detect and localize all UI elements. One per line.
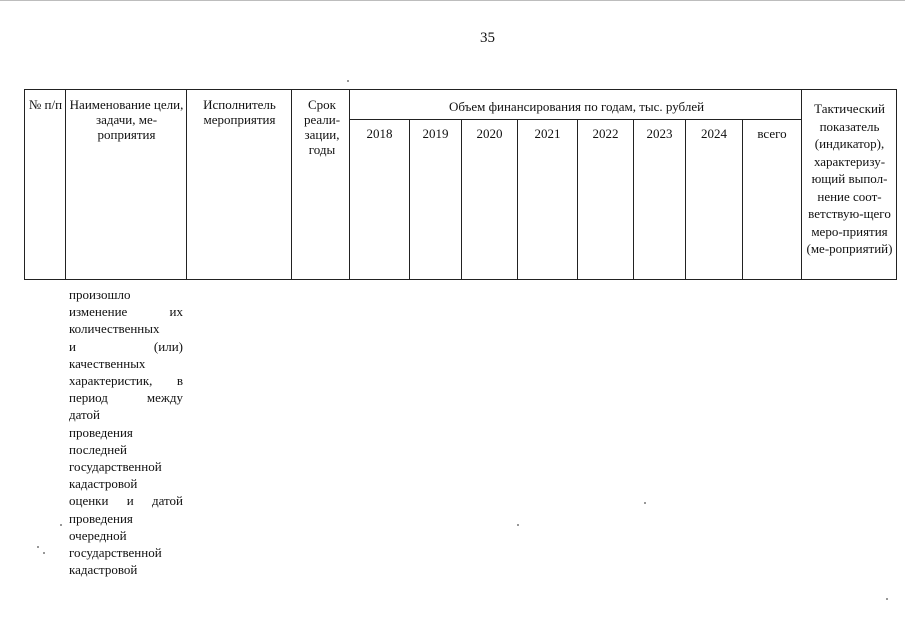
table-top-border — [24, 89, 897, 90]
scan-speck — [43, 552, 45, 554]
text-line: проведения — [69, 510, 133, 526]
continued-task-text — [69, 286, 183, 578]
column-border — [742, 119, 743, 280]
column-border — [24, 89, 25, 280]
scan-speck — [347, 80, 349, 82]
text-line: проведения — [69, 424, 133, 440]
column-border — [349, 89, 350, 280]
header-year-2019: 2019 — [422, 126, 449, 141]
financing-subheader-border — [350, 119, 801, 120]
text-line: последней — [69, 441, 127, 457]
scan-speck — [60, 524, 62, 526]
column-border — [517, 119, 518, 280]
header-year-2022: 2022 — [592, 126, 619, 141]
text-line: кадастровой — [69, 562, 138, 578]
header-financing: Объем финансирования по годам, тыс. рублей — [448, 99, 705, 114]
header-name: Наименование цели, задачи, ме-роприятия — [69, 97, 184, 142]
header-year-2018: 2018 — [366, 126, 393, 141]
text-line: период между — [69, 390, 183, 406]
scan-speck — [517, 524, 519, 526]
text-line: качественных — [69, 355, 146, 371]
column-border — [577, 119, 578, 280]
scan-speck — [644, 502, 646, 504]
header-indicator: Тактический показатель (индикатор), характеризу-ющий выпол-нение соот-ветствую-щего меро-приятия (ме-роприятий) — [806, 101, 893, 256]
text-line: государственной — [69, 545, 162, 561]
text-line: характеристик, в — [69, 373, 183, 389]
header-year-2021: 2021 — [534, 126, 561, 141]
column-border — [65, 89, 66, 280]
column-border — [291, 89, 292, 280]
header-total: всего — [757, 126, 787, 141]
text-line: кадастровой — [69, 476, 138, 492]
page-number: 35 — [480, 30, 495, 46]
column-border — [685, 119, 686, 280]
text-line: произошло — [69, 287, 131, 302]
header-executor: Исполнитель мероприятия — [203, 97, 276, 127]
text-line: изменение их — [69, 304, 183, 320]
column-border — [186, 89, 187, 280]
column-border — [409, 119, 410, 280]
text-line: государственной — [69, 459, 162, 475]
scan-top-edge — [0, 0, 905, 1]
header-year-2024: 2024 — [701, 126, 727, 141]
scan-speck — [886, 598, 888, 600]
header-year-2023: 2023 — [646, 126, 673, 141]
column-border — [896, 89, 897, 280]
text-line: количественных — [69, 321, 160, 337]
column-border — [633, 119, 634, 280]
header-num: № п/п — [28, 97, 63, 112]
text-line: оценки и датой — [69, 493, 183, 509]
text-line: и (или) — [69, 338, 183, 354]
text-line: очередной — [69, 527, 127, 543]
header-term: Срок реали-зации, годы — [303, 97, 341, 157]
header-year-2020: 2020 — [476, 126, 503, 141]
column-border — [801, 89, 802, 280]
scan-speck — [37, 546, 39, 548]
text-line: датой — [69, 407, 101, 423]
column-border — [461, 119, 462, 280]
